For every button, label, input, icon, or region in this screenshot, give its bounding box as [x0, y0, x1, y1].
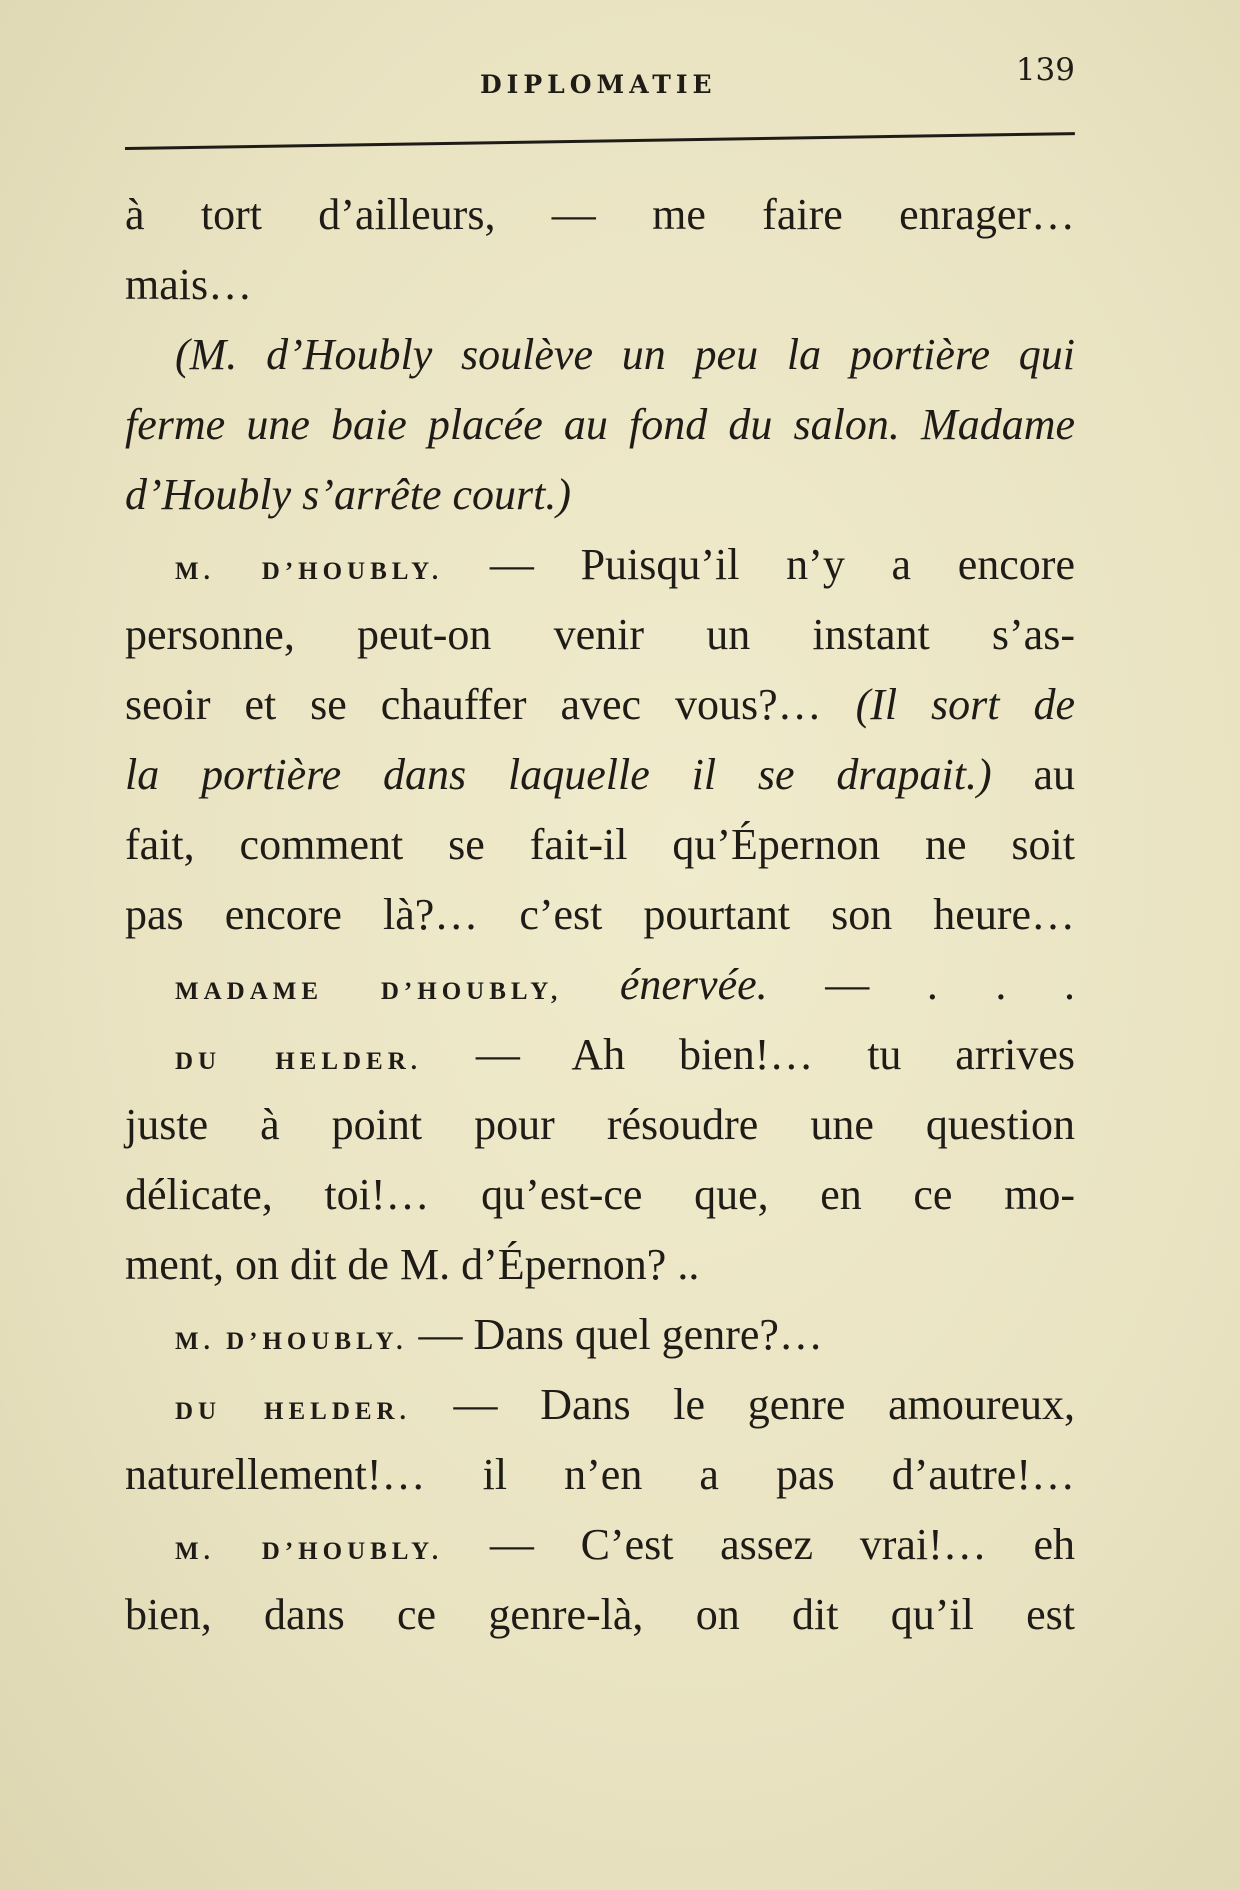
- dialogue-line: M. D’HOUBLY. — C’est assez vrai!… eh: [175, 1520, 1075, 1569]
- dialogue-line: DU HELDER. — Ah bien!… tu arrives: [175, 1030, 1075, 1079]
- header-rule: [125, 132, 1075, 150]
- text-line: la portière dans laquelle il se drapait.) au: [125, 750, 1076, 799]
- text-line: pas encore là?… c’est pourtant son heure…: [125, 890, 1075, 939]
- dialogue-line: M. D’HOUBLY. — Puisqu’il n’y a encore: [175, 540, 1075, 589]
- page-number: 139: [1015, 52, 1075, 88]
- text-line: personne, peut-on venir un instant s’as-: [125, 610, 1075, 659]
- text-line: naturellement!… il n’en a pas d’autre!…: [125, 1450, 1075, 1499]
- stage-direction-line: ferme une baie placée au fond du salon. Madame: [125, 400, 1075, 449]
- speaker-name: M. D’HOUBLY.: [175, 558, 444, 585]
- stage-direction-line: (M. d’Houbly soulève un peu la portière qui: [175, 330, 1075, 379]
- speaker-name: DU HELDER.: [175, 1048, 423, 1075]
- text-line: fait, comment se fait-il qu’Épernon ne soit: [125, 820, 1075, 869]
- page-header: [125, 52, 1075, 122]
- text-line: bien, dans ce genre-là, on dit qu’il est: [125, 1590, 1075, 1639]
- text-line: délicate, toi!… qu’est-ce que, en ce mo-: [125, 1170, 1075, 1219]
- running-title: DIPLOMATIE: [480, 70, 717, 99]
- dialogue-line: M. D’HOUBLY. — Dans quel genre?…: [175, 1310, 823, 1359]
- text-line: mais…: [125, 260, 253, 309]
- stage-direction-line: d’Houbly s’arrête court.): [125, 470, 572, 519]
- text-line: ment, on dit de M. d’Épernon? ..: [125, 1240, 700, 1289]
- dialogue-line: MADAME D’HOUBLY, énervée. — . . .: [175, 960, 1076, 1009]
- dialogue-line: DU HELDER. — Dans le genre amoureux,: [175, 1380, 1076, 1429]
- speaker-name: M. D’HOUBLY.: [175, 1538, 444, 1565]
- text-line: juste à point pour résoudre une question: [125, 1100, 1075, 1149]
- speaker-name: M. D’HOUBLY.: [175, 1328, 408, 1355]
- speaker-name: DU HELDER.: [175, 1398, 411, 1425]
- body-text: [125, 180, 1075, 1650]
- text-line: seoir et se chauffer avec vous?… (Il sort de: [125, 680, 1075, 729]
- speaker-name: MADAME D’HOUBLY,: [175, 978, 563, 1005]
- text-line: à tort d’ailleurs, — me faire enrager…: [125, 190, 1075, 239]
